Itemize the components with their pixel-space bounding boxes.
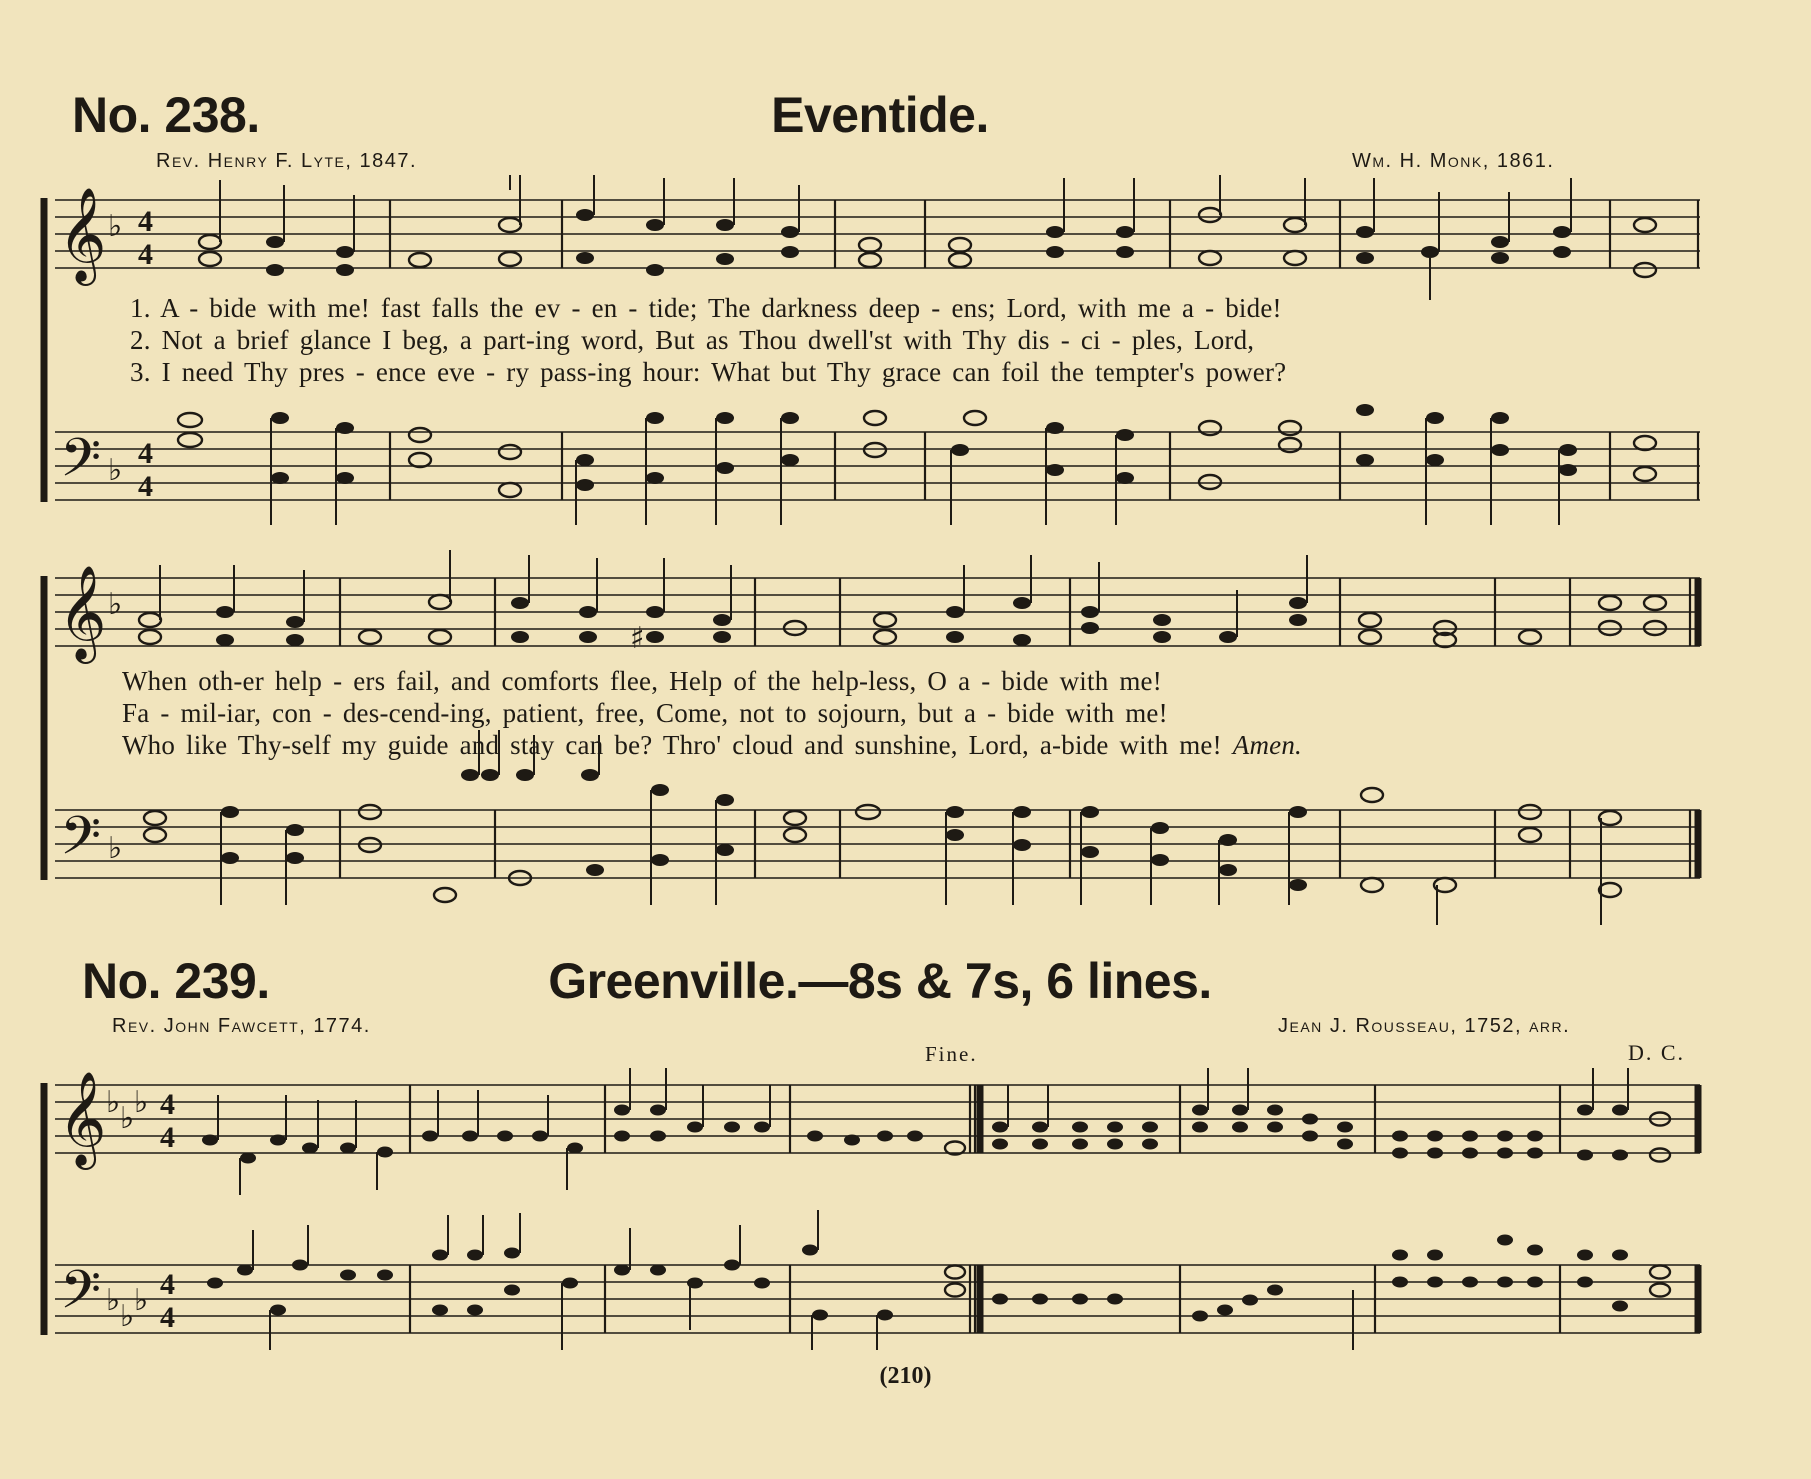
svg-text:♭: ♭ bbox=[134, 1085, 149, 1120]
lyric-238-1-verse-1: 1. A - bide with me! fast falls the ev - en - tide; The darkness deep - ens; Lord, with me a - bide! bbox=[130, 293, 1282, 323]
svg-text:4: 4 bbox=[160, 1268, 175, 1301]
svg-text:♭: ♭ bbox=[108, 453, 123, 488]
hymn-238-number: No. 238. bbox=[72, 87, 260, 143]
svg-text:4: 4 bbox=[160, 1301, 175, 1334]
svg-text:♭: ♭ bbox=[106, 1283, 121, 1318]
page-number: (210) bbox=[879, 1363, 932, 1389]
dc-marker: D. C. bbox=[1628, 1040, 1686, 1065]
svg-text:𝄢: 𝄢 bbox=[60, 1260, 102, 1334]
fine-marker: Fine. bbox=[925, 1042, 978, 1066]
svg-text:♭: ♭ bbox=[108, 209, 123, 244]
svg-text:♭: ♭ bbox=[108, 831, 123, 866]
svg-text:♭: ♭ bbox=[108, 587, 123, 622]
svg-text:𝄞: 𝄞 bbox=[58, 565, 107, 660]
svg-text:4: 4 bbox=[160, 1088, 175, 1121]
hymn-238-composer: Wm. H. Monk, 1861. bbox=[1352, 150, 1555, 172]
staff-239-treble bbox=[55, 1085, 1700, 1153]
staff-238-1-treble bbox=[55, 200, 1700, 268]
svg-text:♯: ♯ bbox=[630, 621, 645, 656]
hymn-238-title: Eventide. bbox=[771, 87, 989, 143]
lyric-238-2-verse-2: Fa - mil-iar, con - des-cend-ing, patient, free, Come, not to sojourn, but a - bide with me! bbox=[122, 698, 1168, 728]
hymn-239-number: No. 239. bbox=[82, 953, 270, 1009]
lyric-238-2-verse-1: When oth-er help - ers fail, and comforts flee, Help of the help-less, O a - bide with me! bbox=[122, 666, 1162, 696]
svg-text:♭: ♭ bbox=[120, 1299, 135, 1334]
bass-clef-icon: 𝄢 bbox=[60, 428, 102, 502]
svg-text:4: 4 bbox=[138, 238, 153, 271]
svg-text:𝄢: 𝄢 bbox=[60, 806, 102, 880]
lyric-238-2-verse-3 bbox=[122, 730, 1302, 761]
svg-text:𝄞: 𝄞 bbox=[58, 1071, 107, 1166]
lyric-238-1-verse-2: 2. Not a brief glance I beg, a part-ing word, But as Thou dwell'st with Thy dis - ci - ples, Lord, bbox=[130, 325, 1255, 355]
hymn-239-composer: Jean J. Rousseau, 1752, arr. bbox=[1278, 1015, 1571, 1037]
svg-text:♭: ♭ bbox=[106, 1085, 121, 1120]
svg-text:4: 4 bbox=[138, 205, 153, 238]
svg-text:4: 4 bbox=[160, 1121, 175, 1154]
svg-text:4: 4 bbox=[138, 470, 153, 503]
hymn-239-title: Greenville.—8s & 7s, 6 lines. bbox=[548, 953, 1212, 1009]
staff-238-2-bass bbox=[55, 810, 1700, 878]
lyric-238-1-verse-3: 3. I need Thy pres - ence eve - ry pass-ing hour: What but Thy grace can foil the tempter's power? bbox=[130, 357, 1287, 387]
svg-text:4: 4 bbox=[138, 437, 153, 470]
lyric-238-2-verse-3-text: Who like Thy-self my guide and stay can be? Thro' cloud and sunshine, Lord, a-bide with me! bbox=[122, 730, 1222, 760]
treble-clef-icon: 𝄞 bbox=[58, 187, 107, 282]
svg-text:♭: ♭ bbox=[134, 1283, 149, 1318]
amen-text: Amen. bbox=[1232, 730, 1302, 760]
svg-text:♭: ♭ bbox=[120, 1101, 135, 1136]
hymn-238-author: Rev. Henry F. Lyte, 1847. bbox=[156, 150, 418, 172]
hymn-239-author: Rev. John Fawcett, 1774. bbox=[112, 1015, 371, 1037]
